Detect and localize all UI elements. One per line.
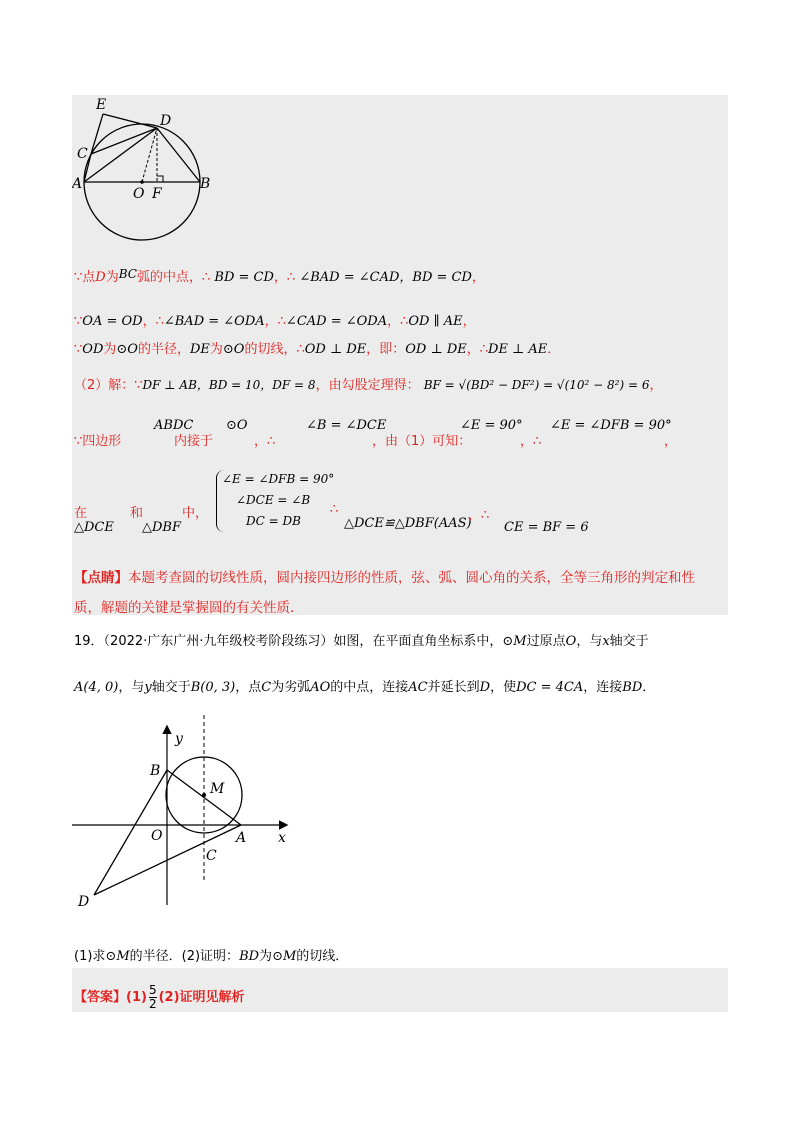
system-eq-3: DC = DB bbox=[246, 514, 301, 528]
fig1-label-e: E bbox=[96, 97, 107, 113]
figure-coordinate-circle bbox=[70, 715, 300, 915]
answer-line: 【答案】(1) $\frac{5}{2}$ (2)证明见解析 bbox=[74, 983, 245, 1011]
therefore-1: ∴ bbox=[330, 502, 339, 517]
fig1-label-a: A bbox=[72, 176, 83, 192]
fig1-label-b: B bbox=[200, 176, 211, 192]
solution-line-1: ∵点D为BC弧的中点，∴ BD = CD，∴ ∠BAD = ∠CAD，BD = CD， bbox=[74, 267, 485, 285]
congruence-statement: △DCE≌△DBF(AAS) bbox=[344, 516, 472, 531]
fig1-label-d: D bbox=[160, 113, 172, 129]
system-eq-1: ∠E = ∠DFB = 90° bbox=[222, 472, 335, 486]
fig2-label-b: B bbox=[150, 763, 161, 779]
figure-circle-tangent bbox=[72, 95, 232, 245]
solution-line-2: ∵OA = OD，∴∠BAD = ∠ODA，∴∠CAD = ∠ODA，∴OD ∥ AE， bbox=[74, 314, 476, 329]
fig1-label-f: F bbox=[152, 186, 162, 202]
ce-equals-bf: CE = BF = 6 bbox=[504, 520, 589, 535]
system-eq-2: ∠DCE = ∠B bbox=[236, 493, 311, 507]
fig2-label-x: x bbox=[278, 830, 286, 846]
triangle-dbf: △DBF bbox=[142, 520, 181, 535]
fig2-label-a: A bbox=[236, 830, 247, 846]
fig2-label-c: C bbox=[206, 848, 217, 864]
fig1-label-o: O bbox=[133, 186, 145, 202]
solution-line-6-and: 和 bbox=[130, 506, 144, 521]
answer-fraction bbox=[149, 984, 157, 1011]
comment-line-1: 【点睛】本题考查圆的切线性质，圆内接四边形的性质，弦、弧、圆心角的关系，全等三角形的判定和性 bbox=[74, 570, 695, 586]
fraction-denominator: 2 bbox=[148, 997, 157, 1011]
question-line: (1)求⊙M的半径．(2)证明：BD为⊙M的切线． bbox=[74, 949, 349, 964]
problem-line-1: 19．（2022·广东广州·九年级校考阶段练习）如图，在平面直角坐标系中，⊙M过原点O，与x轴交于 bbox=[74, 634, 649, 649]
problem-line-2: A(4, 0)，与y轴交于B(0, 3)，点C为劣弧AO的中点，连接AC并延长到D，使DC = 4CA，连接BD． bbox=[74, 680, 656, 695]
fig2-label-m: M bbox=[210, 781, 225, 797]
solution-line-6-in: 在 bbox=[74, 506, 88, 521]
fig2-label-d: D bbox=[78, 894, 90, 910]
solution-line-6-mid: 中， bbox=[182, 506, 209, 521]
fig1-label-c: C bbox=[77, 146, 88, 162]
comment-line-2: 质，解题的关键是掌握圆的有关性质． bbox=[74, 600, 304, 616]
fraction-numerator: 5 bbox=[148, 983, 157, 997]
fig2-label-y: y bbox=[175, 731, 183, 747]
fig2-label-o: O bbox=[151, 828, 163, 844]
solution-line-4: （2）解：∵DF ⊥ AB，BD = 10，DF = 8，由勾股定理得： BF = √(BD² − DF²) = √(10² − 8²) = 6， bbox=[74, 378, 663, 393]
therefore-2: ，∴ bbox=[468, 508, 490, 523]
solution-line-3: ∵OD为⊙O的半径，DE为⊙O的切线，∴OD ⊥ DE，即：OD ⊥ DE，∴DE ⊥ AE． bbox=[74, 342, 561, 357]
triangle-dce: △DCE bbox=[74, 520, 114, 535]
